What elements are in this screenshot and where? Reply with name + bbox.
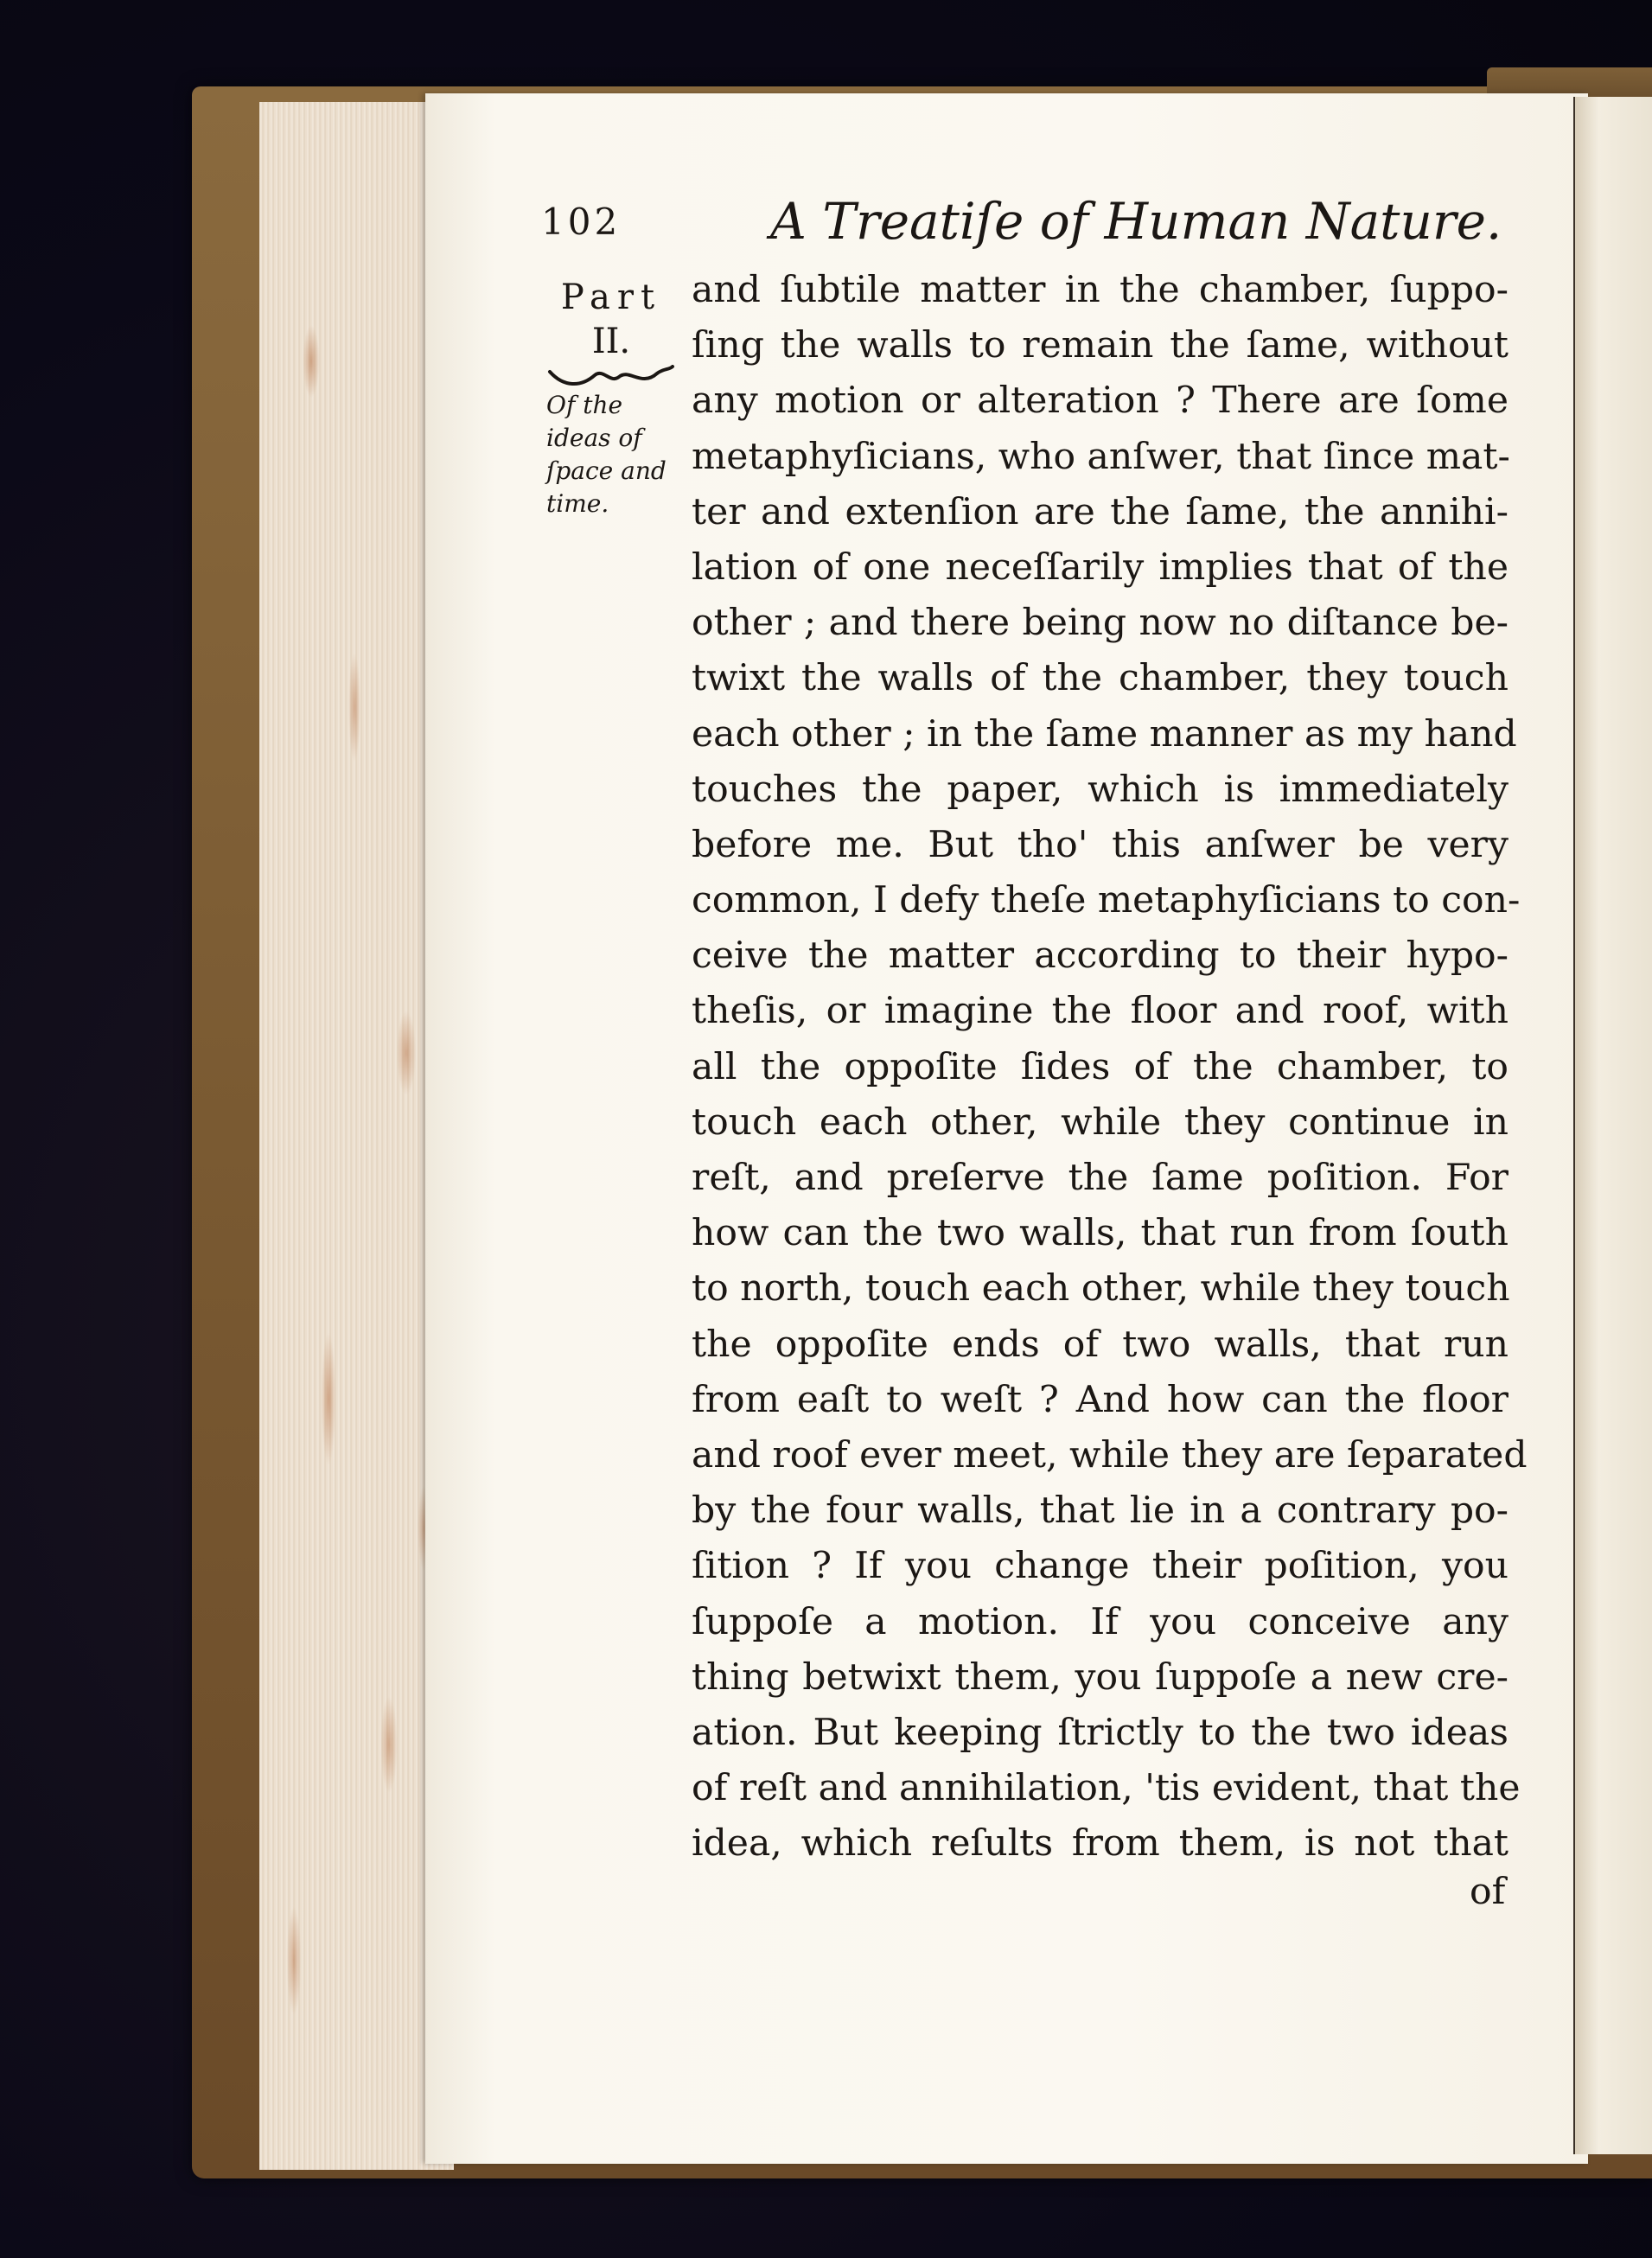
body-line: other ; and there being now no diſtance be-	[692, 602, 1508, 645]
body-line: the oppoſite ends of two walls, that run	[692, 1323, 1508, 1366]
body-line: reſt, and preſerve the ſame poſition. For	[692, 1157, 1508, 1199]
body-line: all the oppoſite ſides of the chamber, to	[692, 1045, 1508, 1088]
body-line: ſition ? If you change their poſition, you	[692, 1545, 1508, 1588]
page-number: 102	[541, 201, 622, 243]
body-line: how can the two walls, that run from ſouth	[692, 1212, 1508, 1255]
body-line: and ſubtile matter in the chamber, ſuppo-	[692, 269, 1508, 311]
catchword: of	[1470, 1871, 1506, 1913]
margin-topic	[538, 389, 685, 520]
part-number: II.	[591, 322, 631, 361]
margin-topic-line: ideas of	[546, 424, 642, 452]
running-header	[541, 192, 1518, 261]
margin-topic-line: ſpace and	[546, 456, 667, 485]
facing-page-gutter	[1573, 97, 1652, 2154]
body-line: common, I defy theſe metaphyſicians to con-	[692, 879, 1521, 922]
body-line: lation of one neceſſarily implies that of the	[692, 545, 1508, 589]
body-line: from eaſt to weſt ? And how can the floor	[692, 1378, 1508, 1421]
body-line: ſuppoſe a motion. If you conceive any	[692, 1600, 1508, 1643]
body-text	[692, 263, 1528, 1872]
body-line: ſing the walls to remain the ſame, without	[692, 324, 1508, 367]
margin-topic-line: Of the	[546, 391, 623, 419]
body-line: before me. But tho' this anſwer be very	[692, 823, 1508, 866]
body-line: touches the paper, which is immediately	[692, 768, 1508, 811]
body-line: to north, touch each other, while they touch	[692, 1267, 1510, 1311]
margin-note	[538, 275, 685, 520]
body-line: metaphyſicians, who anſwer, that ſince mat-	[692, 435, 1510, 478]
body-line: theſis, or imagine the floor and roof, with	[692, 990, 1508, 1033]
body-line: ceive the matter according to their hypo-	[692, 934, 1508, 978]
body-line: touch each other, while they continue in	[692, 1100, 1508, 1144]
body-line: ation. But keeping ſtrictly to the two ideas	[692, 1711, 1508, 1754]
body-line: twixt the walls of the chamber, they touch	[692, 657, 1508, 700]
body-line: thing betwixt them, you ſuppoſe a new cre-	[692, 1655, 1508, 1699]
margin-topic-line: time.	[546, 489, 609, 518]
part-label: Part	[560, 277, 662, 317]
body-line: any motion or alteration ? There are ſome	[692, 380, 1508, 423]
body-line: and roof ever meet, while they are ſeparated	[692, 1433, 1528, 1477]
running-title: A Treatiſe of Human Nature.	[770, 192, 1502, 251]
body-line: ter and extenſion are the ſame, the annihi-	[692, 490, 1508, 533]
body-line: each other ; in the ſame manner as my hand	[692, 712, 1517, 756]
swash-ornament-icon	[546, 365, 676, 387]
body-line: by the four walls, that lie in a contrary po-	[692, 1489, 1508, 1533]
body-line: of reſt and annihilation, 'tis evident, that the	[692, 1767, 1521, 1810]
body-line: idea, which reſults from them, is not that	[692, 1822, 1508, 1866]
